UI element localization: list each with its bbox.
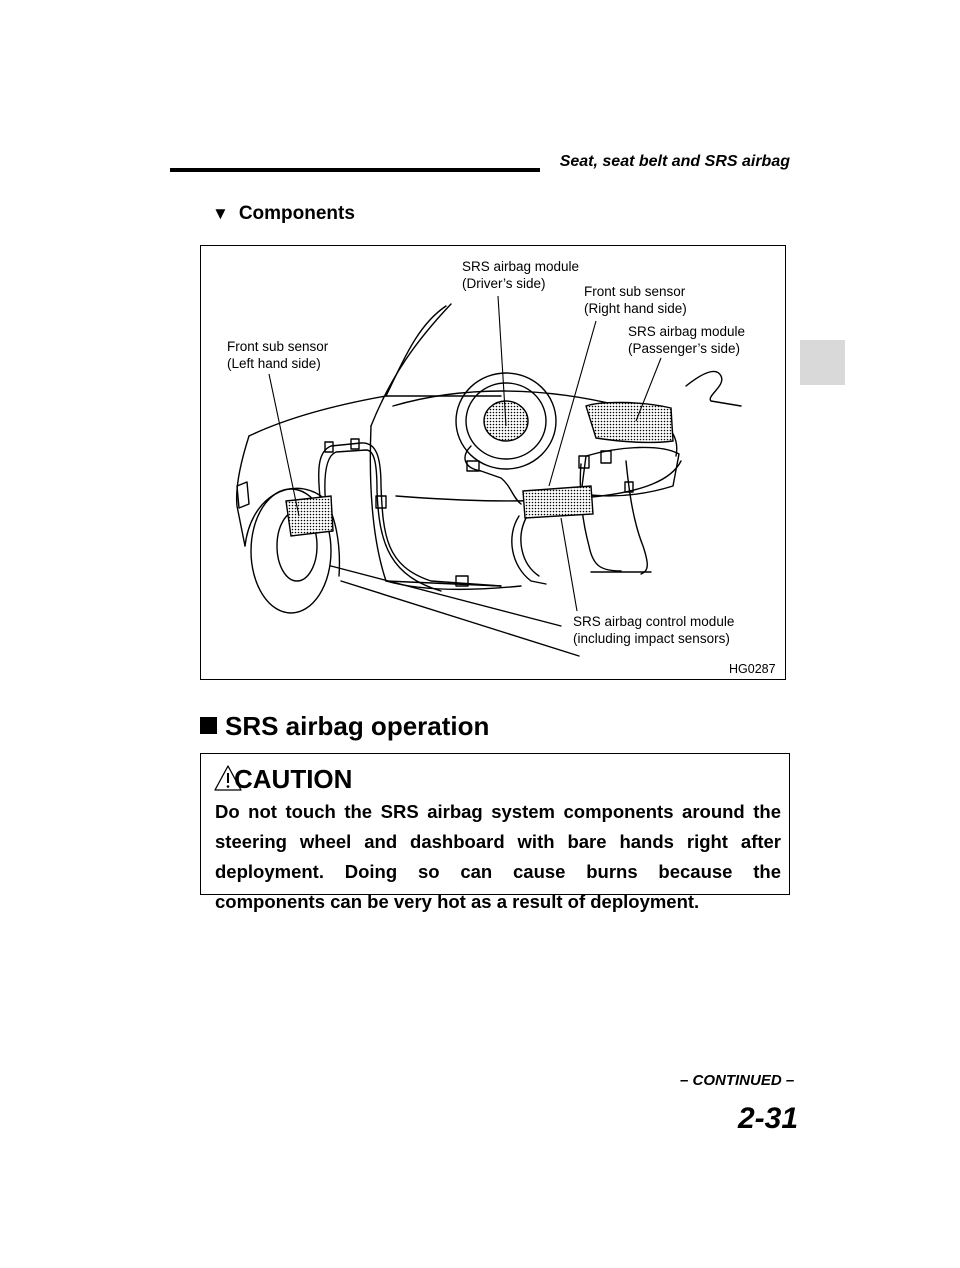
label-control-module-line2: (including impact sensors) xyxy=(573,631,730,646)
header-rule xyxy=(170,168,540,172)
wire-harness-center xyxy=(465,446,521,504)
rocker-panel-lower xyxy=(341,581,579,656)
label-front-sensor-right-line1: Front sub sensor xyxy=(584,284,686,299)
door-opening-outline xyxy=(370,426,501,586)
label-passenger-module-line2: (Passenger’s side) xyxy=(628,341,741,356)
black-square-icon xyxy=(200,717,217,734)
label-control-module-line1: SRS airbag control module xyxy=(573,614,735,629)
caution-heading: CAUTION xyxy=(234,764,353,794)
label-driver-module-line2: (Driver’s side) xyxy=(462,276,546,291)
car-headlight xyxy=(237,482,249,508)
wire-harness-right-2 xyxy=(626,461,647,574)
label-driver-module-line1: SRS airbag module xyxy=(462,259,580,274)
label-front-sensor-left-line1: Front sub sensor xyxy=(227,339,329,354)
continued-note: – CONTINUED – xyxy=(680,1072,795,1089)
decorative-cable-squiggle xyxy=(686,371,741,406)
wire-harness-floor-2 xyxy=(521,518,539,576)
rocker-panel xyxy=(331,566,561,626)
car-a-pillar xyxy=(371,304,451,426)
figure-code: HG0287 xyxy=(729,662,776,676)
running-header: Seat, seat belt and SRS airbag xyxy=(559,153,790,170)
label-front-sensor-left-line2: (Left hand side) xyxy=(227,356,321,371)
connector-right-2 xyxy=(601,451,611,463)
subsection-heading xyxy=(212,203,355,225)
airbag-control-module xyxy=(523,486,593,518)
wire-harness-floor xyxy=(512,516,546,584)
chapter-thumb-tab xyxy=(800,340,845,385)
wire-harness-left xyxy=(319,443,501,586)
caution-box xyxy=(200,753,790,912)
label-passenger-module-line1: SRS airbag module xyxy=(628,324,746,339)
section-heading xyxy=(200,711,489,742)
components-diagram xyxy=(201,246,784,678)
passenger-airbag-module xyxy=(586,402,673,442)
components-figure xyxy=(200,245,786,680)
leader-line-control-module xyxy=(561,518,577,611)
car-hood-outline xyxy=(249,306,446,436)
label-front-sensor-right-line2: (Right hand side) xyxy=(584,301,687,316)
section-title: SRS airbag operation xyxy=(225,711,490,741)
wire-harness-right xyxy=(580,464,621,571)
page-number: 2-31 xyxy=(738,1102,799,1135)
down-triangle-icon: ▼ xyxy=(212,204,229,223)
caution-text: Do not touch the SRS airbag system components around the steering wheel and dashboard with bare hands right after deployment. Doing so can cause burns because the components can be very hot as a result of deployment. xyxy=(215,801,781,912)
subsection-title: Components xyxy=(238,203,355,224)
front-sub-sensor-left xyxy=(286,496,333,536)
